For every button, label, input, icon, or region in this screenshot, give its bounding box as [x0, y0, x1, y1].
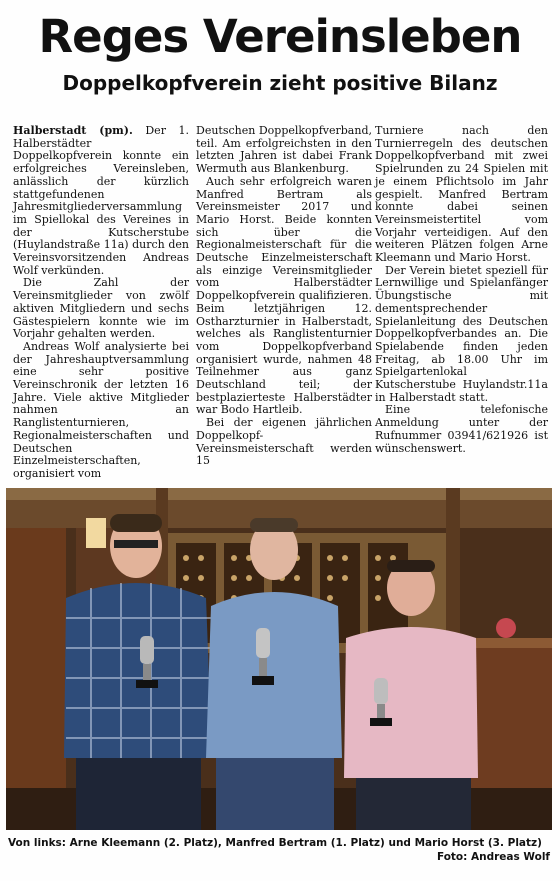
- subheadline: Doppelkopfverein zieht positive Bilanz: [62, 71, 498, 95]
- article-paragraph: Eine telefonische Anmeldung unter der Rufnummer 03941/621926 ist wünschenswert.: [375, 403, 548, 455]
- dateline: Halberstadt (pm).: [13, 124, 133, 137]
- photo-credit: Foto: Andreas Wolf: [436, 851, 550, 863]
- article-paragraph: Turniere nach den Turnierregeln des deutschen Doppelkopfverband mit zwei Spielrunden zu 24 Spielen mit je einem Pflichtsolo im Jahr gespielt. Manfred Bertram konnte dabei seinen Vereinsmeistertitel vom Vorjahr verteidigen. Auf den weiteren Plätzen folgen Arne Kleemann und Mario Horst.: [375, 124, 548, 265]
- article-paragraph: Deutschen Doppelkopfverband, teil. Am erfolgreichsten in den letzten Jahren ist dabei Frank Wermuth aus Blankenburg.: [196, 124, 372, 176]
- article-paragraph: Die Zahl der Vereinsmitglieder von zwölf aktiven Mitgliedern und sechs Gästespielern konnte wie im Vorjahr gehalten werden.: [13, 276, 189, 341]
- photo-caption-block: [8, 836, 550, 864]
- article-paragraph: Bei der eigenen jährlichen Doppelkopf-Vereinsmeisterschaft werden 15: [196, 416, 372, 468]
- article-paragraph: [13, 125, 189, 277]
- article-column-2: [196, 125, 372, 468]
- article-photo: [6, 488, 552, 830]
- article-paragraph: Andreas Wolf analysierte bei der Jahreshauptversammlung eine sehr positive Vereinschronik der letzten 16 Jahre. Viele aktive Mitglieder nahmen an Ranglistenturnieren, Regionalmeisterschaften und Deutschen Einzelmeisterschaften, organisiert vom: [13, 339, 189, 480]
- paragraph-text: Der 1. Halberstädter Doppelkopfverein konnte ein erfolgreiches Vereinsleben, anlässlich der kürzlich stattgefundenen Jahresmitgliederversammlung im Spiellokal des Vereines in der Kutscherstube (Huylandstraße 11a) durch den Vereinsvorsitzenden Andreas Wolf verkünden.: [13, 124, 189, 277]
- photo-illustration: [6, 488, 552, 830]
- article-paragraph: Der Verein bietet speziell für Lernwillige und Spielanfänger Übungstische mit dementsprechender Spielanleitung des Deutschen Doppelkopfverbandes an. Die Spielabende finden jeden Freitag, ab 18.00 Uhr im Spielgartenlokal Kutscherstube Huylandstr.11a in Halberstadt statt.: [375, 263, 548, 404]
- article-paragraph: Auch sehr erfolgreich waren Manfred Bertram als Vereinsmeister 2017 und Mario Horst. Beide konnten sich über die Regionalmeisterschaft für die Deutsche Einzelmeisterschaft als einzige Vereinsmitglieder vom Halberstädter Doppelkopfverein qualifizieren. Beim letztjährigen 12. Ostharzturnier in Halberstadt, welches als Ranglistenturnier vom Doppelkopfverband organisiert wurde, nahmen 48 Teilnehmer aus ganz Deutschland teil; der bestplazierteste Halberstädter war Bodo Hartleib.: [196, 174, 372, 417]
- article-column-1: [13, 125, 189, 481]
- article-column-3: [375, 125, 548, 455]
- headline: Reges Vereinsleben: [38, 10, 522, 63]
- photo-caption: Von links: Arne Kleemann (2. Platz), Manfred Bertram (1. Platz) und Mario Horst (3. Platz): [8, 837, 542, 849]
